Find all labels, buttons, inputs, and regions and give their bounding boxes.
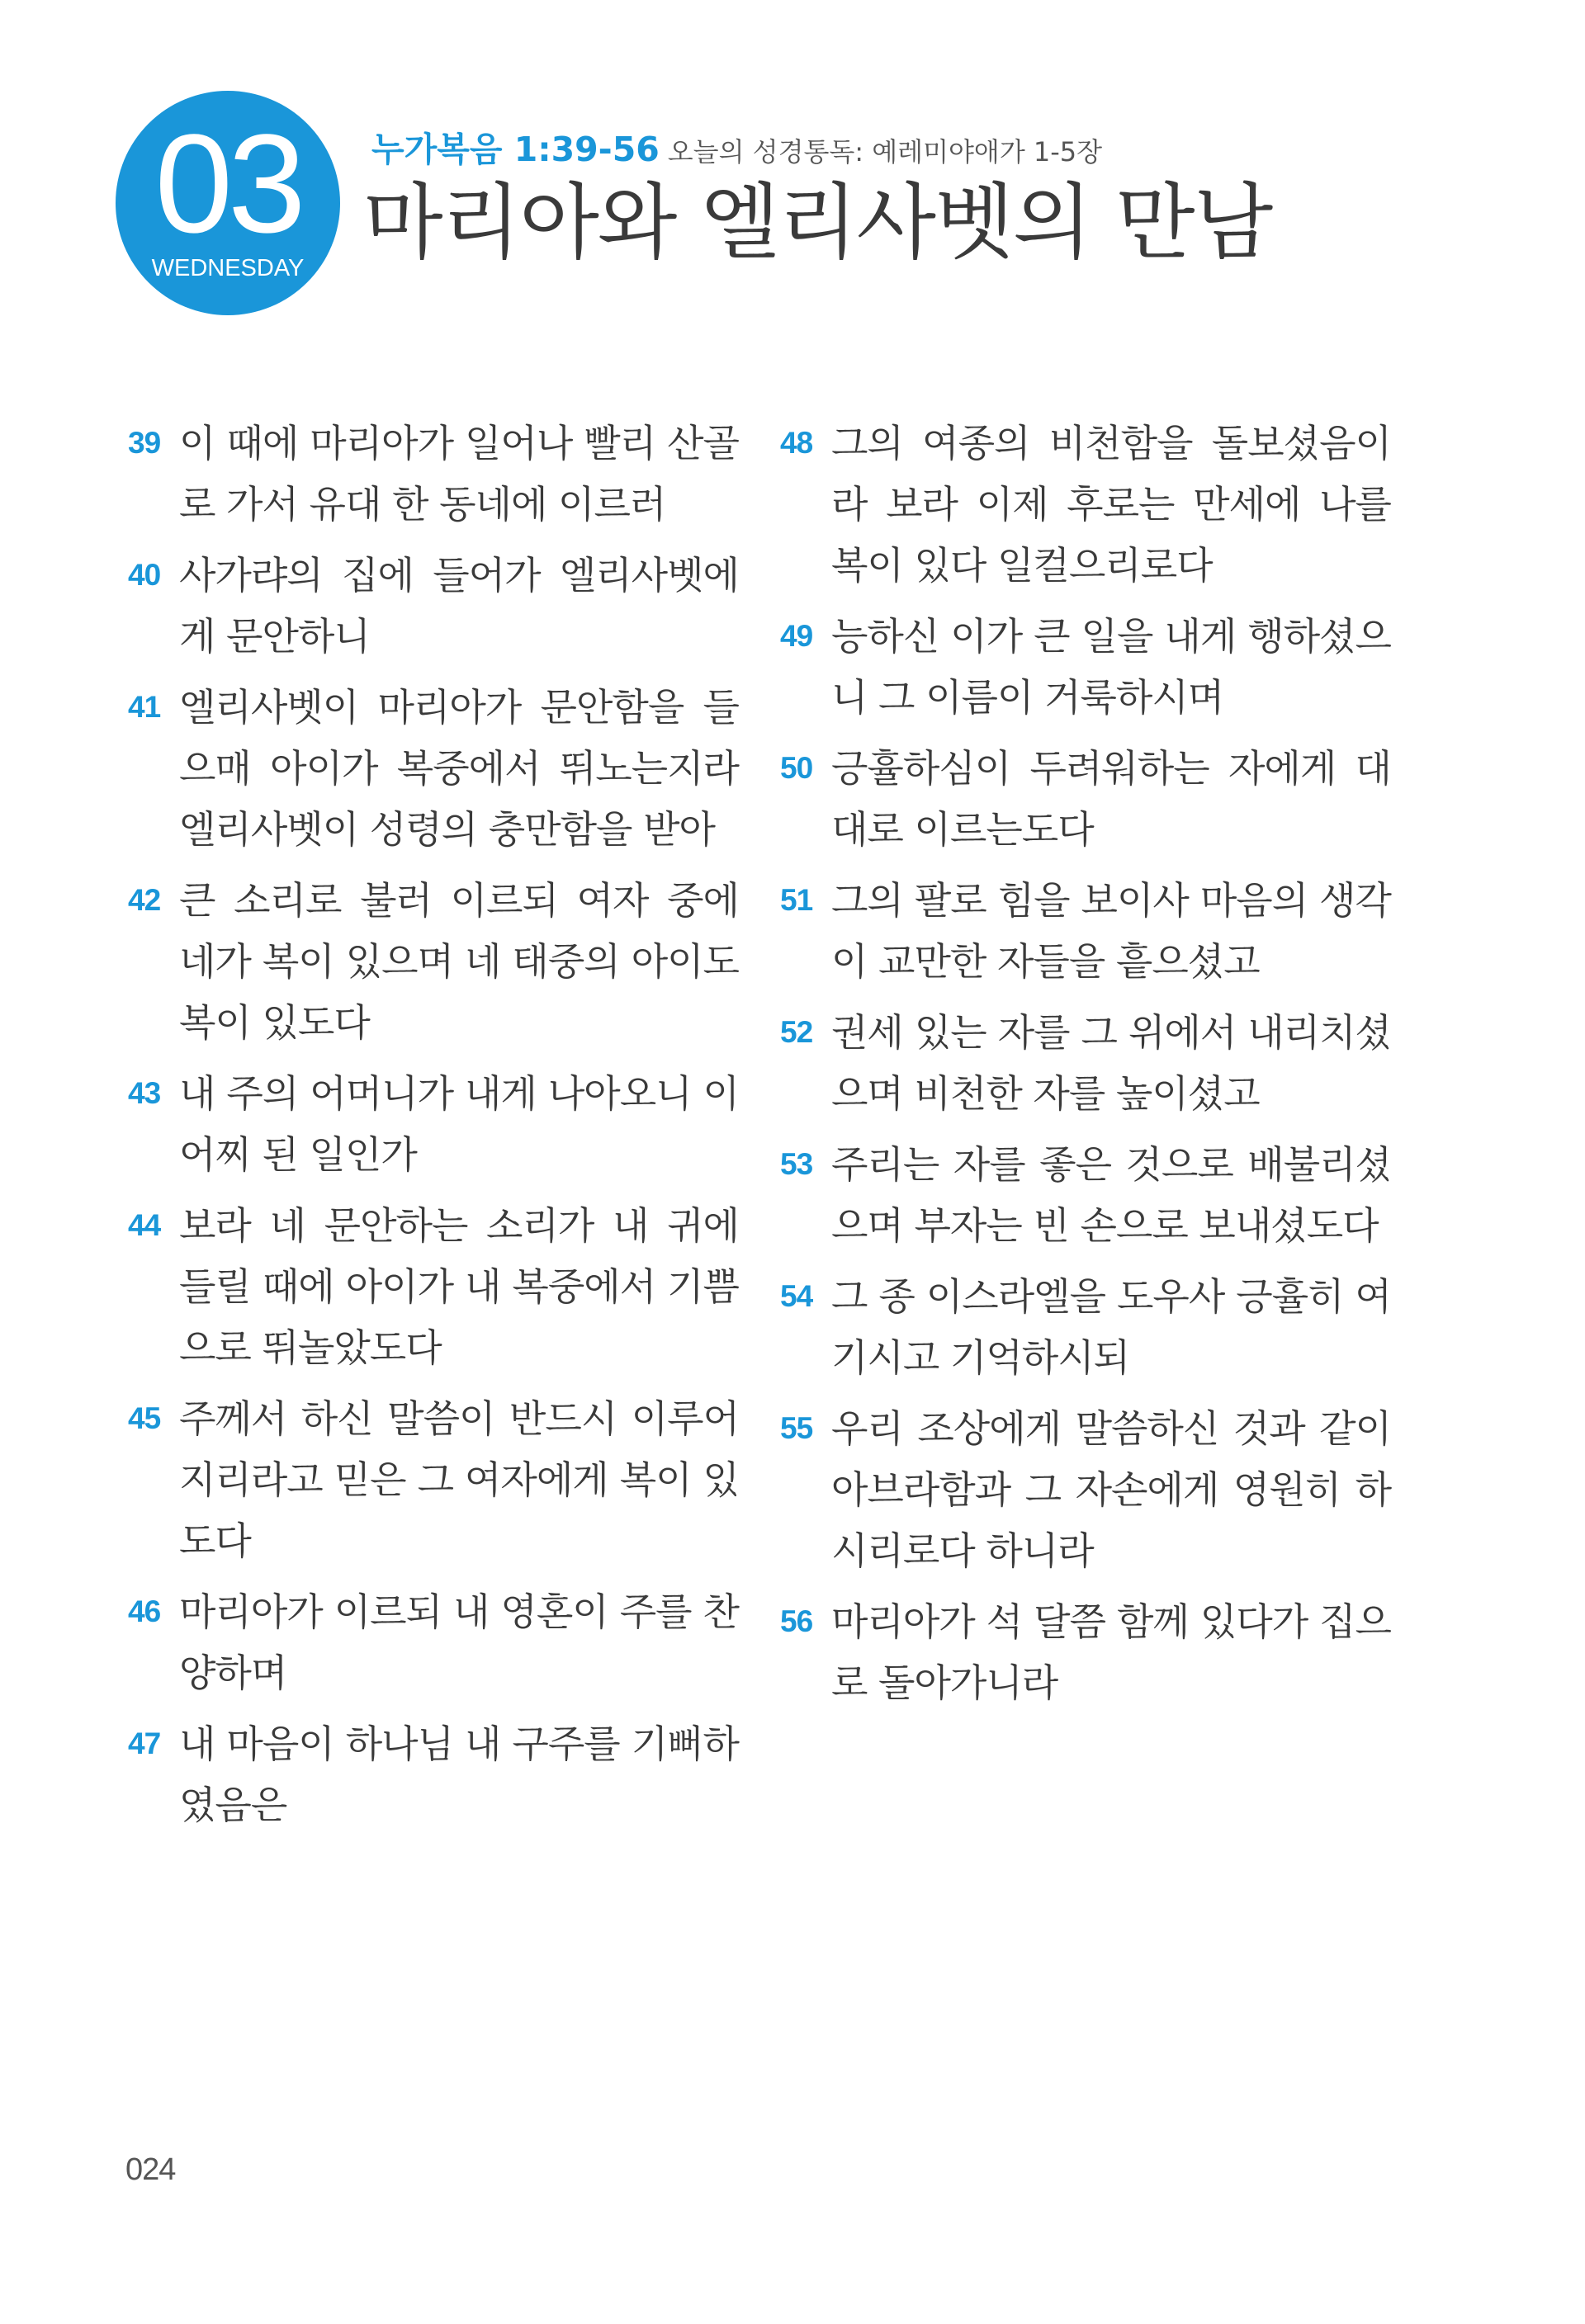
verse-number: 39: [128, 426, 161, 460]
verse-number: 47: [128, 1726, 161, 1760]
day-number: 03: [154, 106, 301, 262]
page-number: 024: [125, 2152, 176, 2187]
verse-text: 우리 조상에게 말씀하신 것과 같이 아브라함과 그 자손에게 영원히 하시리로다 하니라: [831, 1406, 1391, 1573]
verse-number: 44: [128, 1208, 161, 1242]
verse-text: 보라 네 문안하는 소리가 내 귀에 들릴 때에 아이가 내 복중에서 기쁨으로 뛰놀았도다: [179, 1203, 739, 1370]
verse-53: [780, 1134, 1391, 1256]
verse-55: [780, 1398, 1391, 1581]
verse-43: [128, 1063, 739, 1185]
verse-45: [128, 1388, 739, 1571]
verse-51: [780, 870, 1391, 992]
verse-text: 엘리사벳이 마리아가 문안함을 들으매 아이가 복중에서 뛰노는지라 엘리사벳이 성령의 충만함을 받아: [179, 685, 739, 852]
verse-40: [128, 545, 739, 667]
reference-line: [371, 122, 1102, 171]
verse-text: 그의 팔로 힘을 보이사 마음의 생각이 교만한 자들을 흩으셨고: [831, 878, 1391, 984]
verse-text: 능하신 이가 큰 일을 내게 행하셨으니 그 이름이 거룩하시며: [831, 614, 1391, 720]
verse-52: [780, 1002, 1391, 1124]
verse-number: 42: [128, 883, 161, 917]
verse-text: 그의 여종의 비천함을 돌보셨음이라 보라 이제 후로는 만세에 나를 복이 있다 일컬으리로다: [831, 421, 1391, 588]
verse-44: [128, 1195, 739, 1378]
verse-47: [128, 1713, 739, 1835]
verse-number: 40: [128, 558, 161, 592]
verse-text: 마리아가 석 달쯤 함께 있다가 집으로 돌아가니라: [831, 1599, 1391, 1705]
verse-number: 52: [780, 1015, 813, 1049]
verse-text: 이 때에 마리아가 일어나 빨리 산골로 가서 유대 한 동네에 이르러: [179, 421, 739, 527]
verse-39: [128, 413, 739, 535]
verse-number: 49: [780, 619, 813, 653]
verse-number: 43: [128, 1076, 161, 1110]
verse-number: 53: [780, 1147, 813, 1181]
verse-49: [780, 606, 1391, 728]
verse-text: 권세 있는 자를 그 위에서 내리치셨으며 비천한 자를 높이셨고: [831, 1010, 1391, 1116]
weekday-label: WEDNESDAY: [151, 255, 305, 281]
verse-number: 50: [780, 751, 813, 785]
verse-54: [780, 1266, 1391, 1388]
verse-number: 51: [780, 883, 813, 917]
verse-56: [780, 1591, 1391, 1713]
verse-50: [780, 738, 1391, 860]
verse-text: 그 종 이스라엘을 도우사 긍휼히 여기시고 기억하시되: [831, 1274, 1391, 1380]
reading-plan: 오늘의 성경통독: 예레미야애가 1-5장: [667, 136, 1103, 168]
verse-number: 55: [780, 1411, 813, 1445]
verse-text: 내 마음이 하나님 내 구주를 기뻐하였음은: [179, 1722, 739, 1827]
verse-number: 54: [780, 1279, 813, 1313]
verse-48: [780, 413, 1391, 596]
day-badge: [116, 91, 340, 315]
verse-text: 사가랴의 집에 들어가 엘리사벳에게 문안하니: [179, 553, 739, 659]
verse-column-left: [128, 413, 739, 1845]
verse-number: 48: [780, 426, 813, 460]
page-title: 마리아와 엘리사벳의 만남: [363, 174, 1272, 271]
verse-text: 마리아가 이르되 내 영혼이 주를 찬양하며: [179, 1589, 739, 1695]
verse-number: 56: [780, 1604, 813, 1638]
verse-text: 내 주의 어머니가 내게 나아오니 이 어찌 된 일인가: [179, 1071, 739, 1177]
verse-text: 큰 소리로 불러 이르되 여자 중에 네가 복이 있으며 네 태중의 아이도 복이 있도다: [179, 878, 739, 1045]
verse-text: 긍휼하심이 두려워하는 자에게 대대로 이르는도다: [831, 746, 1391, 852]
verse-text: 주리는 자를 좋은 것으로 배불리셨으며 부자는 빈 손으로 보내셨도다: [831, 1142, 1391, 1248]
verse-text: 주께서 하신 말씀이 반드시 이루어지리라고 믿은 그 여자에게 복이 있도다: [179, 1396, 739, 1563]
verse-column-right: [780, 413, 1391, 1723]
verse-number: 41: [128, 690, 161, 724]
verse-number: 45: [128, 1401, 161, 1435]
verse-41: [128, 677, 739, 860]
passage-reference: 누가복음 1:39-56: [371, 130, 660, 169]
verse-number: 46: [128, 1594, 161, 1628]
verse-46: [128, 1581, 739, 1703]
verse-42: [128, 870, 739, 1053]
